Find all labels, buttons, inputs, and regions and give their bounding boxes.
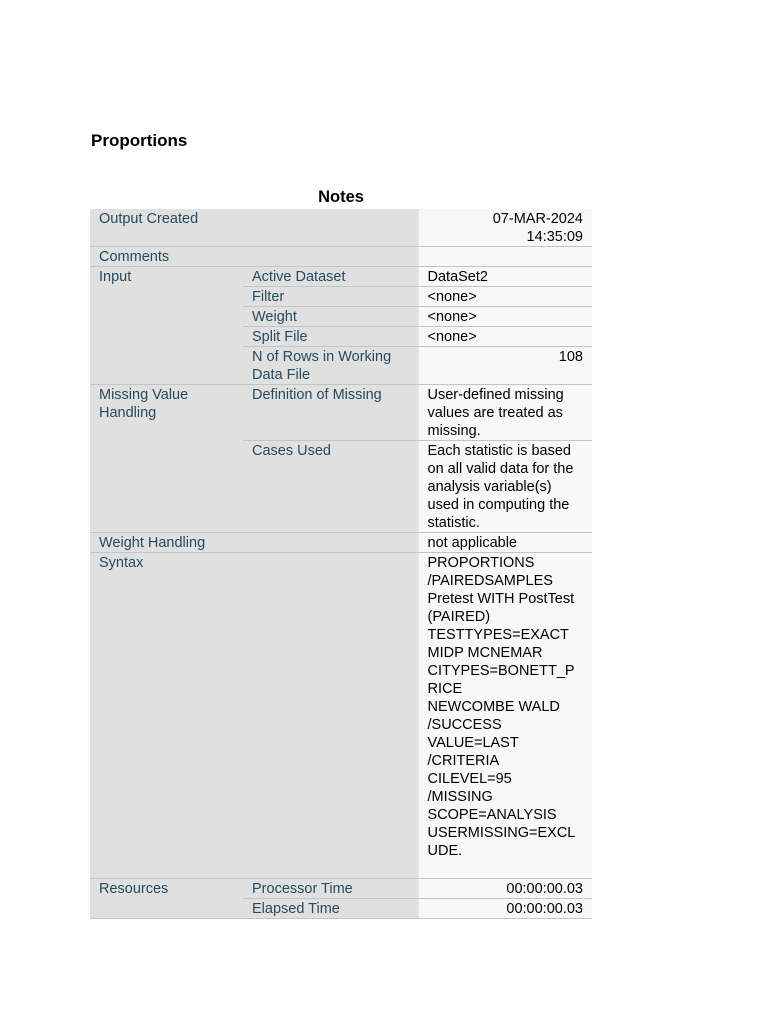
row-label-input: Input — [90, 267, 243, 385]
sub-label-filter: Filter — [243, 287, 418, 307]
syntax-line: PROPORTIONS — [427, 555, 535, 571]
syntax-line: RICE — [427, 681, 463, 697]
sub-label-weight: Weight — [243, 307, 418, 327]
syntax-line: /SUCCESS — [427, 717, 502, 733]
sub-label-n-rows: N of Rows in Working Data File — [243, 347, 418, 385]
sub-label-processor-time: Processor Time — [243, 879, 418, 899]
sub-label-active-dataset: Active Dataset — [243, 267, 418, 287]
syntax-line: VALUE=LAST — [427, 735, 519, 751]
table-row — [90, 267, 592, 287]
row-label-missing-value-handling: Missing Value Handling — [90, 385, 243, 533]
output-created-date: 07-MAR-2024 — [492, 211, 583, 227]
split-file-value: <none> — [418, 327, 592, 347]
table-row — [90, 533, 592, 553]
sub-label-split-file: Split File — [243, 327, 418, 347]
notes-table-container — [90, 187, 592, 919]
syntax-line: /PAIREDSAMPLES — [427, 573, 553, 589]
elapsed-time-value: 00:00:00.03 — [418, 899, 592, 919]
table-row — [90, 879, 592, 899]
sub-label-elapsed-time: Elapsed Time — [243, 899, 418, 919]
syntax-line: MIDP MCNEMAR — [427, 645, 543, 661]
syntax-line: /CRITERIA — [427, 753, 500, 769]
row-label-resources: Resources — [90, 879, 243, 919]
weight-handling-value: not applicable — [418, 533, 592, 553]
syntax-line: /MISSING — [427, 789, 493, 805]
output-created-time: 14:35:09 — [526, 229, 583, 245]
cases-used-value: Each statistic is based on all valid data for the analysis variable(s) used in computing the statistic. — [418, 441, 592, 533]
sub-label-definition-of-missing: Definition of Missing — [243, 385, 418, 441]
syntax-line: SCOPE=ANALYSIS — [427, 807, 557, 823]
processor-time-value: 00:00:00.03 — [418, 879, 592, 899]
syntax-line: CILEVEL=95 — [427, 771, 512, 787]
row-label-weight-handling: Weight Handling — [90, 533, 418, 553]
syntax-value — [418, 553, 592, 879]
comments-value — [418, 247, 592, 267]
table-row — [90, 209, 592, 247]
syntax-line: UDE. — [427, 843, 463, 859]
table-row — [90, 247, 592, 267]
notes-table — [90, 209, 592, 919]
table-row — [90, 553, 592, 879]
weight-value: <none> — [418, 307, 592, 327]
row-label-comments: Comments — [90, 247, 418, 267]
syntax-line: USERMISSING=EXCL — [427, 825, 576, 841]
sub-label-cases-used: Cases Used — [243, 441, 418, 533]
table-title: Notes — [318, 188, 364, 206]
active-dataset-value: DataSet2 — [418, 267, 592, 287]
syntax-line: NEWCOMBE WALD — [427, 699, 560, 715]
table-row — [90, 385, 592, 441]
definition-of-missing-value: User-defined missing values are treated as missing. — [418, 385, 592, 441]
row-label-syntax: Syntax — [90, 553, 418, 879]
row-label-output-created: Output Created — [90, 209, 418, 247]
syntax-line: CITYPES=BONETT_P — [427, 663, 575, 679]
output-created-value — [418, 209, 592, 247]
n-rows-value: 108 — [418, 347, 592, 385]
section-heading: Proportions — [91, 131, 188, 150]
syntax-line: (PAIRED) — [427, 609, 491, 625]
syntax-line: TESTTYPES=EXACT — [427, 627, 569, 643]
filter-value: <none> — [418, 287, 592, 307]
syntax-line: Pretest WITH PostTest — [427, 591, 575, 607]
